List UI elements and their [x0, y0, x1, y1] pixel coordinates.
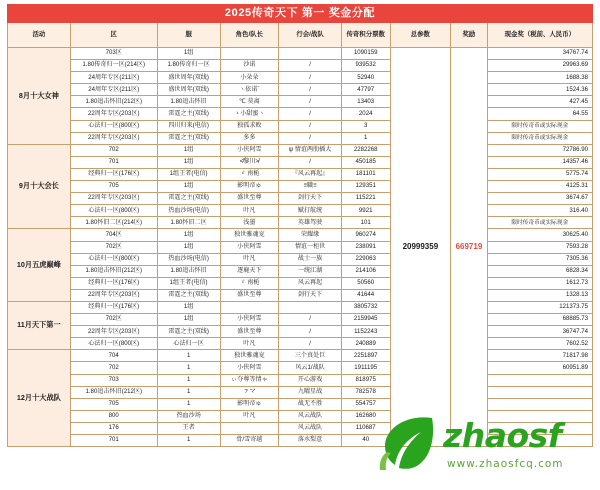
table-row [8, 410, 593, 422]
table-row [8, 205, 593, 217]
table-row [8, 350, 593, 362]
cell-guild: ψ 情谊两肋插大 [279, 144, 342, 156]
cell-zone: 702区 [70, 314, 157, 326]
cell-role: 小朵朵 [220, 72, 279, 84]
table-row [8, 422, 593, 434]
table-header-row [8, 23, 593, 48]
cell-server: 雷霆之主(双线) [157, 132, 220, 144]
cell-guild: / [279, 72, 342, 84]
cell-guild: 英雄驾驶 [279, 217, 342, 229]
cell-guild: 风云再起 [279, 277, 342, 289]
cell-role: 叶凡 [220, 205, 279, 217]
cell-cash-prize: 71817.98 [487, 350, 592, 362]
cell-guild [279, 301, 342, 313]
cell-points: 2159945 [341, 314, 390, 326]
cell-zone: 701 [70, 435, 157, 447]
cell-guild: 一统江湖 [279, 265, 342, 277]
cell-role: 小侠阿雪 [220, 241, 279, 253]
cell-cash-prize: 1328.13 [487, 289, 592, 301]
logo-text: zhaosf [443, 416, 562, 455]
table-row [8, 120, 593, 132]
cell-cash-prize: 1688.38 [487, 72, 592, 84]
cell-role: 独孤求败 [220, 120, 279, 132]
cell-cash-prize: 1612.73 [487, 277, 592, 289]
cell-zone: 702 [70, 144, 157, 156]
cell-role [220, 301, 279, 313]
table-row [8, 84, 593, 96]
cell-guild: 赋打航统 [279, 205, 342, 217]
table-row [8, 181, 593, 193]
cell-cash-prize [487, 386, 592, 398]
cell-role: ヽ依诺ˉ [220, 84, 279, 96]
cell-points: 101 [341, 217, 390, 229]
cell-guild [279, 48, 342, 60]
award-distribution-page [0, 4, 600, 490]
col-role: 角色/队长 [220, 23, 279, 48]
cell-zone: 22周年专区(203区) [70, 108, 157, 120]
cell-cash-prize: 68885.73 [487, 314, 592, 326]
cell-server: 盛世周年(双线) [157, 84, 220, 96]
cell-server: 1组 [157, 314, 220, 326]
cell-cash-prize: 36747.74 [487, 326, 592, 338]
cell-guild: 落水梨意 [279, 435, 342, 447]
cell-server: 热血沙场 [157, 410, 220, 422]
cell-guild: / [279, 314, 342, 326]
cell-role [220, 422, 279, 434]
cell-role: 浅墨 [220, 217, 279, 229]
cell-server: 1.80怀旧二区 [157, 217, 220, 229]
cell-points: 3805732 [341, 301, 390, 313]
cell-points: 2251897 [341, 350, 390, 362]
cell-cash-prize: 3674.67 [487, 193, 592, 205]
table-row [8, 229, 593, 241]
cell-points: 1 [341, 132, 390, 144]
activity-group-label: 11月天下第一 [8, 301, 71, 349]
cell-server: 雷霆之主(双线) [157, 289, 220, 301]
cell-server: 王者 [157, 422, 220, 434]
table-row [8, 144, 593, 156]
cell-cash-prize: 14357.46 [487, 156, 592, 168]
cell-guild: / [279, 338, 342, 350]
cell-role: 逐鹿天下 [220, 265, 279, 277]
cell-points: 2024 [341, 108, 390, 120]
cell-points: 129351 [341, 181, 390, 193]
cell-server: 1 [157, 350, 220, 362]
table-row [8, 60, 593, 72]
cell-cash-prize: 5775.74 [487, 168, 592, 180]
table-row [8, 398, 593, 410]
table-row [8, 193, 593, 205]
cell-guild: 三个真处巨 [279, 350, 342, 362]
cell-zone: 心法归一区(800区) [70, 205, 157, 217]
table-row [8, 326, 593, 338]
cell-cash-prize: 64.55 [487, 108, 592, 120]
cell-zone: 22周年专区(203区) [70, 289, 157, 301]
cell-points: 450185 [341, 156, 390, 168]
cell-server: 1.80追击怀旧 [157, 96, 220, 108]
cell-guild: / [279, 132, 342, 144]
cell-zone: 701 [70, 156, 157, 168]
cell-server: 1 [157, 362, 220, 374]
cell-zone: 800 [70, 410, 157, 422]
cell-server: 1组 [157, 301, 220, 313]
cell-role: 独世雅魂宠 [220, 350, 279, 362]
col-activity: 活动 [8, 23, 71, 48]
cell-role: 盛世至尊 [220, 193, 279, 205]
table-row [8, 48, 593, 60]
cell-server: 1组 [157, 48, 220, 60]
cell-server: 1组 [157, 144, 220, 156]
cell-points: 960274 [341, 229, 390, 241]
page-title-row [8, 5, 593, 23]
table-row [8, 241, 593, 253]
cell-role: ゞ 南栀 [220, 168, 279, 180]
cell-cash-prize: 316.40 [487, 205, 592, 217]
cell-server: 1.80追击怀旧 [157, 265, 220, 277]
cell-cash-prize: 427.45 [487, 96, 592, 108]
cell-points: 229063 [341, 253, 390, 265]
cell-server: 1组王者(电信) [157, 168, 220, 180]
cell-role: 盛世至尊 [220, 289, 279, 301]
cell-points: 554757 [341, 398, 390, 410]
cell-zone: 心法归一区(800区) [70, 120, 157, 132]
cell-guild: 情谊一柜世 [279, 241, 342, 253]
cell-zone: 1.80追击怀旧(212区) [70, 96, 157, 108]
cell-server: 雷霆之主(双线) [157, 326, 220, 338]
cell-points: 1152243 [341, 326, 390, 338]
cell-cash-prize: 7593.28 [487, 241, 592, 253]
cell-cash-prize [487, 398, 592, 410]
cell-cash-prize: 30625.40 [487, 229, 592, 241]
cell-zone: 703 [70, 374, 157, 386]
table-row [8, 338, 593, 350]
cell-cash-prize: 1524.36 [487, 84, 592, 96]
cell-guild: / [279, 84, 342, 96]
cell-cash-prize [487, 410, 592, 422]
cell-cash-prize: 121373.75 [487, 301, 592, 313]
table-row [8, 277, 593, 289]
cell-points: 52940 [341, 72, 390, 84]
cell-points: 1090159 [341, 48, 390, 60]
cell-role: ァマ [220, 386, 279, 398]
col-zone: 区 [70, 23, 157, 48]
cell-server: 雷霆之主(双线) [157, 193, 220, 205]
cell-guild: ≡職≡ [279, 181, 342, 193]
cell-points: 939532 [341, 60, 390, 72]
cell-role: 独世雅魂宠 [220, 229, 279, 241]
cell-zone: 经典归一区(176区) [70, 301, 157, 313]
cell-guild: 荣耀缘 [279, 229, 342, 241]
cell-guild: 开心游戏 [279, 374, 342, 386]
activity-group-label: 10月五虎巅峰 [8, 229, 71, 302]
cell-cash-prize: 4125.31 [487, 181, 592, 193]
cell-points: 110687 [341, 422, 390, 434]
table-row [8, 362, 593, 374]
col-total: 总参数 [390, 23, 451, 48]
cell-zone: 1.80追击怀旧(212区) [70, 386, 157, 398]
cell-zone: 704 [70, 350, 157, 362]
table-row [8, 156, 593, 168]
cell-guild: 剑行天下 [279, 193, 342, 205]
activity-group-label: 12月十大战队 [8, 350, 71, 447]
total-participants: 20999359 [390, 48, 451, 447]
cell-points: 240889 [341, 338, 390, 350]
cell-zone: 22周年专区(203区) [70, 193, 157, 205]
cell-cash-prize: 6828.34 [487, 265, 592, 277]
cell-zone: 经典归一区(176区) [70, 168, 157, 180]
cell-zone: 704区 [70, 229, 157, 241]
col-server: 服 [157, 23, 220, 48]
cell-guild: 风云1/战队 [279, 362, 342, 374]
table-row [8, 289, 593, 301]
cell-role: ゝ小甜蜜ヽ [220, 108, 279, 120]
cell-server: 雷霆之主(双线) [157, 108, 220, 120]
cell-points: 13403 [341, 96, 390, 108]
cell-role: 叶凡 [220, 338, 279, 350]
col-cash: 现金奖（税前、人民币） [487, 23, 592, 48]
cell-cash-prize: 7305.36 [487, 253, 592, 265]
cell-zone: 经典归一区(176区) [70, 277, 157, 289]
cell-server: 盛世周年(双线) [157, 72, 220, 84]
table-row [8, 435, 593, 447]
table-row [8, 72, 593, 84]
cell-role [220, 48, 279, 60]
cell-points: 115221 [341, 193, 390, 205]
cell-role: 沙诺 [220, 60, 279, 72]
cell-guild: 风云战队 [279, 422, 342, 434]
cell-server: 1 [157, 386, 220, 398]
cell-server: 心法归一区 [157, 338, 220, 350]
table-row [8, 265, 593, 277]
cell-zone: 705 [70, 181, 157, 193]
logo-subtext: www.zhaosfcq.com [447, 458, 564, 470]
cell-cash-prize: 34767.74 [487, 48, 592, 60]
cell-points: 181101 [341, 168, 390, 180]
cell-zone: 22周年专区(203区) [70, 132, 157, 144]
cell-points: 238091 [341, 241, 390, 253]
cell-role: 小侠阿雪 [220, 144, 279, 156]
cell-guild: / [279, 120, 342, 132]
cell-server: 1 [157, 435, 220, 447]
cell-zone: 176 [70, 422, 157, 434]
cell-zone: 703区 [70, 48, 157, 60]
cell-server: 1组 [157, 241, 220, 253]
cell-guild: 『风云再起』 [279, 168, 342, 180]
cell-cash-prize [487, 374, 592, 386]
cell-points: 2282268 [341, 144, 390, 156]
cell-server: 1 [157, 374, 220, 386]
cell-zone: 24周年专区(211区) [70, 84, 157, 96]
table-row [8, 217, 593, 229]
table-row [8, 374, 593, 386]
cell-guild: / [279, 156, 342, 168]
cell-server: 1组 [157, 229, 220, 241]
cell-server: 1组 [157, 181, 220, 193]
cell-role: 多多 [220, 132, 279, 144]
cell-points: 40 [341, 435, 390, 447]
total-prize: 669719 [451, 48, 487, 447]
cell-server: 1 [157, 398, 220, 410]
table-row [8, 301, 593, 313]
cell-guild: 战士一族 [279, 253, 342, 265]
cell-zone: 702 [70, 362, 157, 374]
cell-server: 热血沙场(电信) [157, 205, 220, 217]
cell-role: ゞ 南栀 [220, 277, 279, 289]
cell-server: 热血沙场(电信) [157, 253, 220, 265]
award-table [7, 4, 593, 447]
cell-zone: 1.80怀旧二区(214区) [70, 217, 157, 229]
cell-role: 叶凡 [220, 253, 279, 265]
table-row [8, 132, 593, 144]
cell-cash-prize: 7602.52 [487, 338, 592, 350]
cell-guild: 九曜星战 [279, 386, 342, 398]
col-guild: 行会/战队 [279, 23, 342, 48]
table-row [8, 314, 593, 326]
cell-zone: 1.80追击怀旧(212区) [70, 265, 157, 277]
cell-points: 818975 [341, 374, 390, 386]
cell-role: ℃ 莫离 [220, 96, 279, 108]
cell-zone: 心法归一区(800区) [70, 338, 157, 350]
cell-points: 50560 [341, 277, 390, 289]
cell-zone: 24周年专区(211区) [70, 72, 157, 84]
cell-role: 影明帝ゅ [220, 181, 279, 193]
cell-points: 162680 [341, 410, 390, 422]
cell-role: 影明帝ゅ [220, 398, 279, 410]
cell-points: 3 [341, 120, 390, 132]
cell-cash-prize: 限时传奇币或实际现金 [487, 120, 592, 132]
cell-role: 小侠阿雪 [220, 314, 279, 326]
table-row [8, 96, 593, 108]
col-points: 传奇积分票数 [341, 23, 390, 48]
cell-guild: 战无不胜 [279, 398, 342, 410]
cell-guild: / [279, 326, 342, 338]
cell-server: 1组 [157, 156, 220, 168]
table-row [8, 253, 593, 265]
table-row [8, 168, 593, 180]
cell-cash-prize [487, 422, 592, 434]
cell-role: ≮黎川≯ [220, 156, 279, 168]
cell-server: 四川归来(电信) [157, 120, 220, 132]
cell-points: 214106 [341, 265, 390, 277]
cell-guild: / [279, 108, 342, 120]
cell-cash-prize: 限时传奇币或实际现金 [487, 217, 592, 229]
cell-guild: 剑行天下 [279, 289, 342, 301]
cell-guild: / [279, 60, 342, 72]
cell-zone: 1.80传奇归一区(214区) [70, 60, 157, 72]
cell-points: 47797 [341, 84, 390, 96]
activity-group-label: 8月十大女神 [8, 48, 71, 145]
cell-role: 骨/雪寄越 [220, 435, 279, 447]
table-row [8, 108, 593, 120]
cell-zone: 22周年专区(203区) [70, 326, 157, 338]
cell-cash-prize: 29963.69 [487, 60, 592, 72]
activity-group-label: 9月十大会长 [8, 144, 71, 229]
cell-points: 9921 [341, 205, 390, 217]
cell-cash-prize [487, 435, 592, 447]
cell-role: ぃ夺尊等情ゃ [220, 374, 279, 386]
cell-role: 盛世至尊 [220, 326, 279, 338]
cell-guild: / [279, 96, 342, 108]
col-award: 奖励 [451, 23, 487, 48]
cell-points: 1911195 [341, 362, 390, 374]
cell-server: 1组王者(电信) [157, 277, 220, 289]
cell-guild: 风云战队 [279, 410, 342, 422]
cell-points: 41644 [341, 289, 390, 301]
cell-zone: 705 [70, 398, 157, 410]
cell-cash-prize: 72786.90 [487, 144, 592, 156]
cell-zone: 702区 [70, 241, 157, 253]
cell-cash-prize: 60951.89 [487, 362, 592, 374]
cell-cash-prize: 限时传奇币或实际现金 [487, 132, 592, 144]
cell-role: 小侠阿雪 [220, 362, 279, 374]
cell-zone: 心法归一区(800区) [70, 253, 157, 265]
cell-points: 782578 [341, 386, 390, 398]
cell-role: 叶凡 [220, 410, 279, 422]
cell-server: 1.80传奇归一区 [157, 60, 220, 72]
page-title: 2025传奇天下 第一 奖金分配 [8, 5, 593, 23]
table-row [8, 386, 593, 398]
